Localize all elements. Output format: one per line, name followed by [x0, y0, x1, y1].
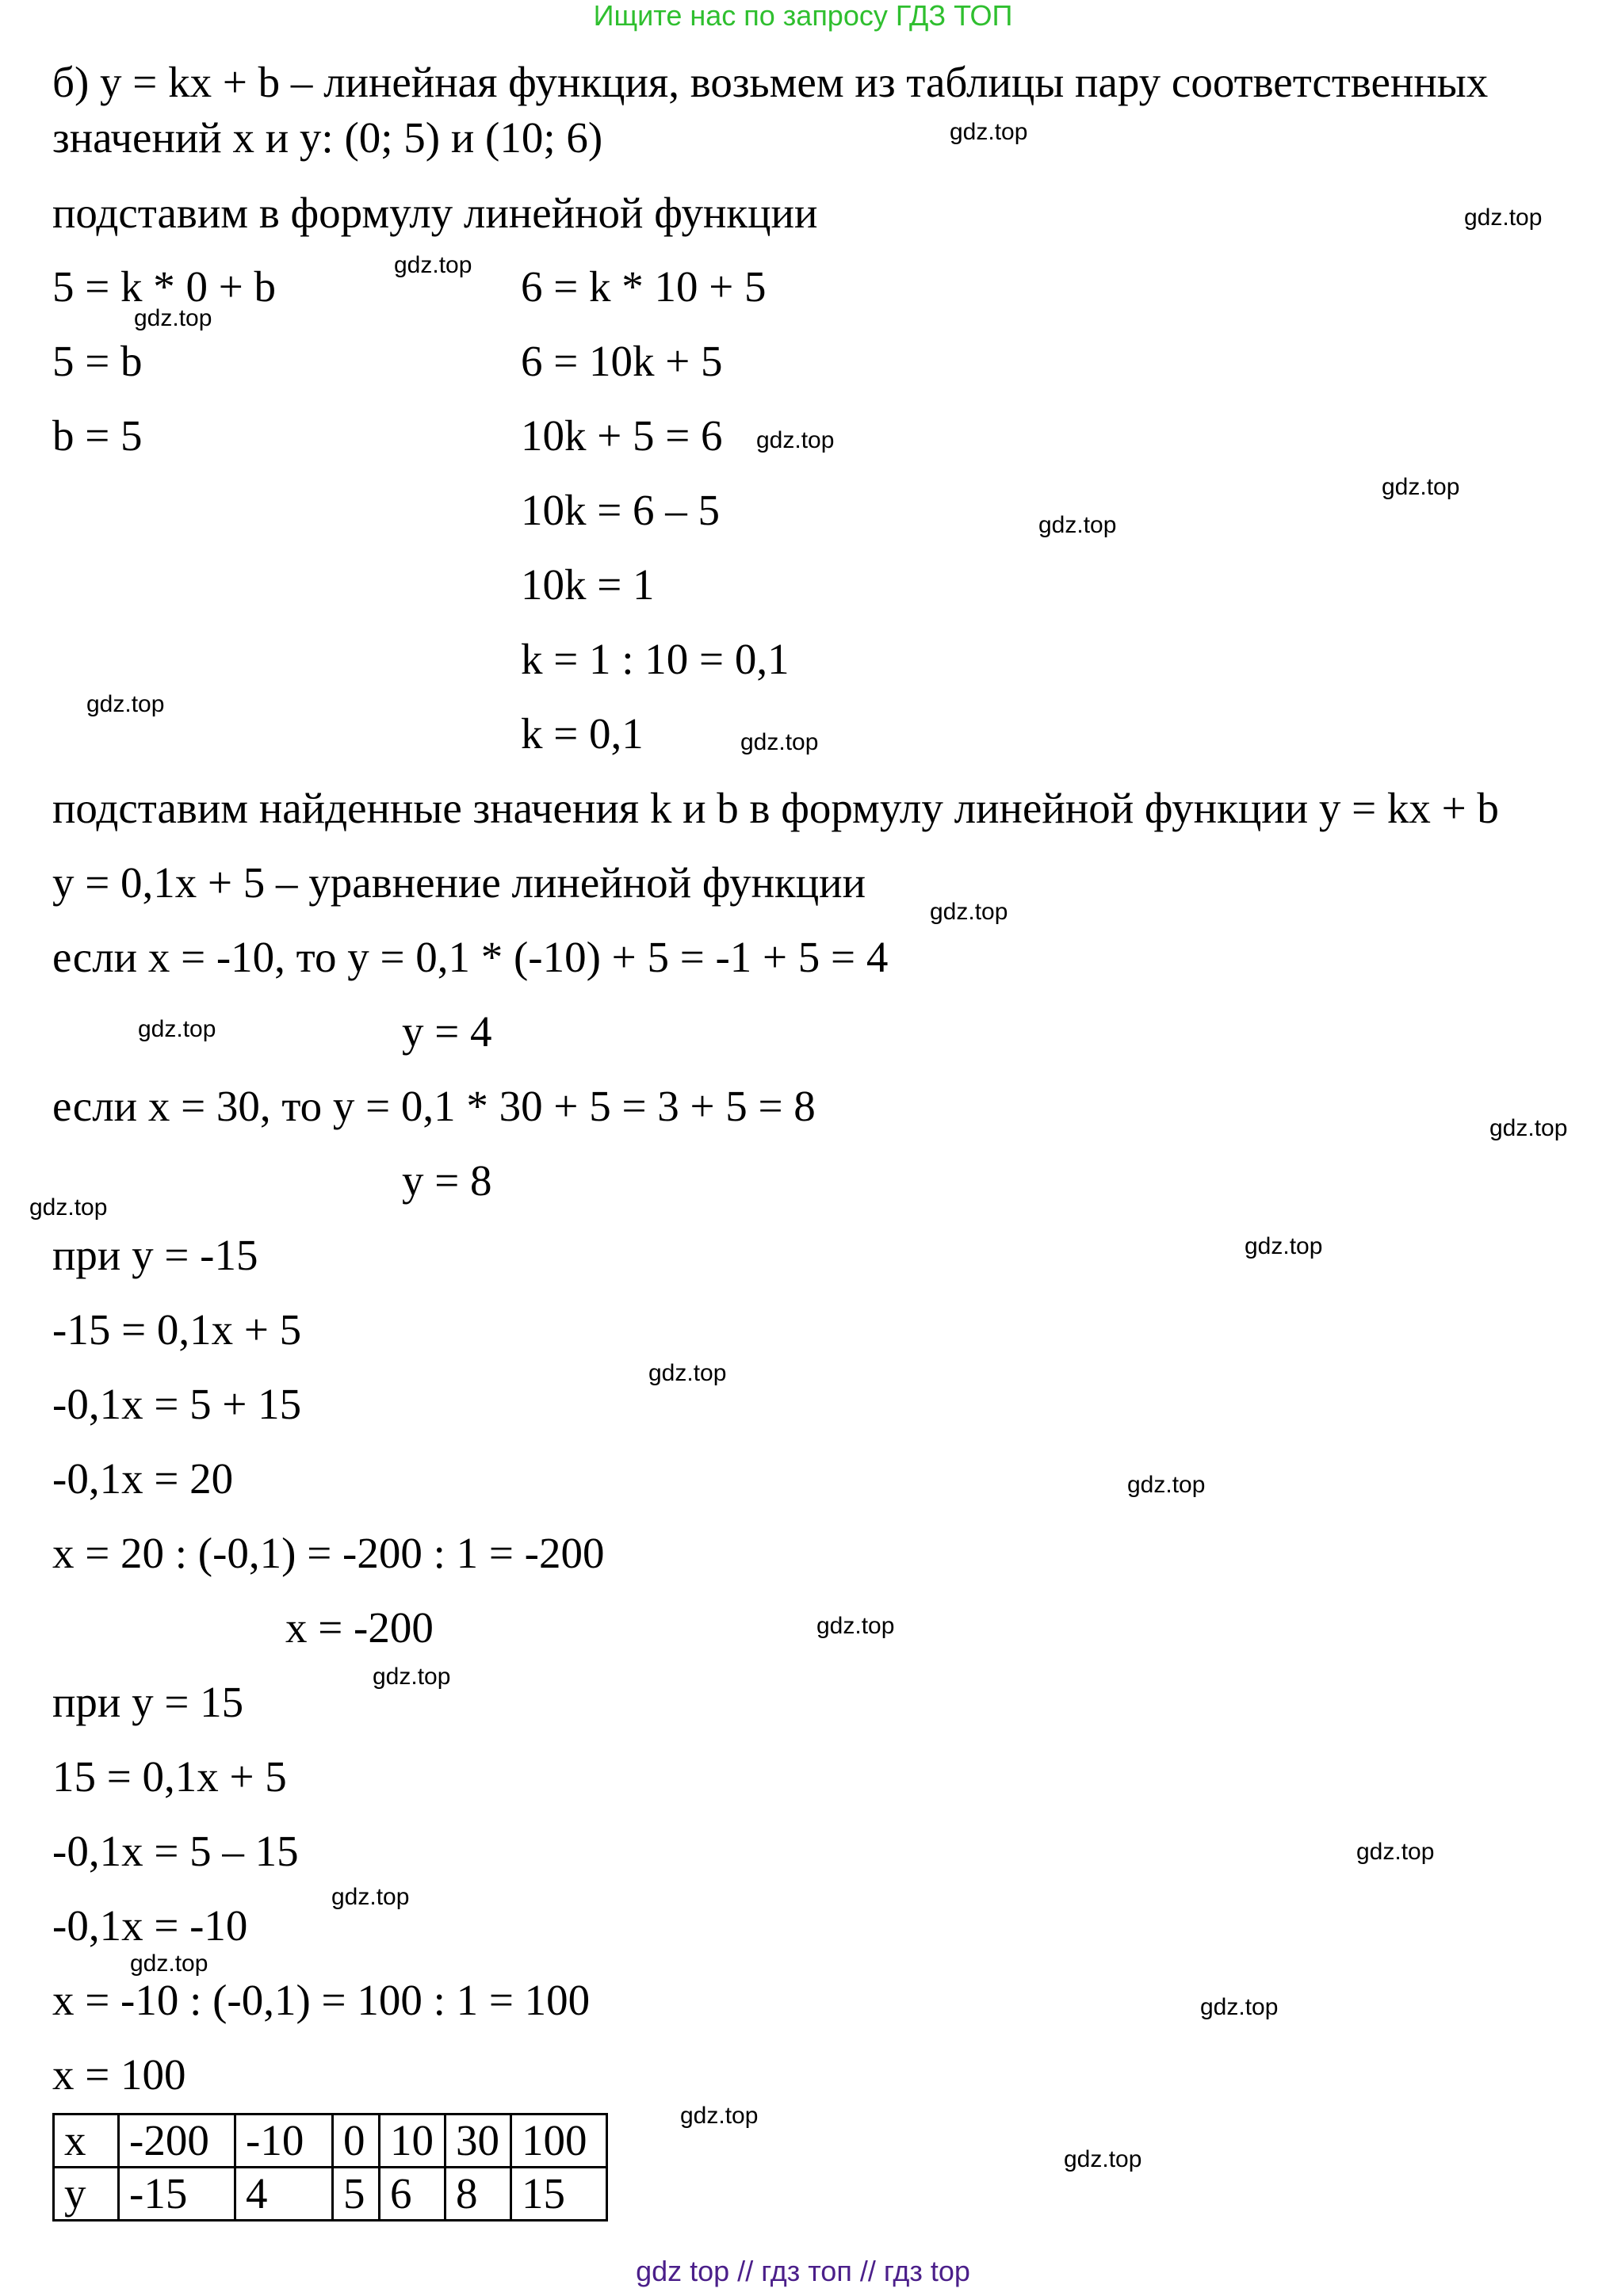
footer-links[interactable]: gdz top // гдз топ // гдз top	[636, 2255, 970, 2287]
table-cell: 4	[235, 2168, 333, 2221]
found-values-line: подставим найденные значения k и b в формулу линейной функции y = kx + b	[52, 784, 1499, 832]
watermark: gdz.top	[930, 899, 1008, 925]
table-row-y	[54, 2168, 607, 2221]
table-cell: 10	[380, 2115, 445, 2168]
watermark: gdz.top	[1127, 1472, 1206, 1498]
watermark: gdz.top	[756, 427, 835, 453]
step-a1: -15 = 0,1x + 5	[52, 1305, 302, 1354]
watermark: gdz.top	[680, 2103, 759, 2129]
left-equation-3: b = 5	[52, 411, 143, 460]
watermark: gdz.top	[1489, 1115, 1568, 1141]
intro-line-1: б) y = kx + b – линейная функция, возьмем из таблицы пару соответственных	[52, 58, 1489, 106]
table-cell: 8	[445, 2168, 511, 2221]
watermark: gdz.top	[130, 1950, 208, 1977]
watermark: gdz.top	[740, 729, 819, 755]
result-x-minus-200: x = -200	[285, 1603, 434, 1652]
step-b2: -0,1x = 5 – 15	[52, 1827, 299, 1875]
when-y-15: при y = 15	[52, 1678, 244, 1726]
table-cell: 100	[511, 2115, 607, 2168]
watermark: gdz.top	[1038, 512, 1117, 538]
watermark: gdz.top	[29, 1194, 108, 1221]
intro-line-2: значений x и y: (0; 5) и (10; 6)	[52, 113, 603, 162]
step-b1: 15 = 0,1x + 5	[52, 1752, 287, 1801]
right-equation-4: 10k = 6 – 5	[521, 486, 721, 534]
watermark: gdz.top	[1064, 2146, 1142, 2172]
watermark: gdz.top	[331, 1884, 410, 1910]
table-row-x	[54, 2115, 607, 2168]
right-equation-7: k = 0,1	[521, 709, 644, 758]
watermark: gdz.top	[1382, 474, 1460, 500]
watermark: gdz.top	[1245, 1233, 1323, 1259]
watermark: gdz.top	[134, 305, 212, 331]
table-cell: 15	[511, 2168, 607, 2221]
watermark: gdz.top	[394, 252, 472, 278]
right-equation-3: 10k + 5 = 6	[521, 411, 723, 460]
result-y-8: y = 8	[402, 1156, 492, 1205]
right-equation-2: 6 = 10k + 5	[521, 337, 723, 385]
watermark: gdz.top	[816, 1613, 895, 1639]
step-b3: -0,1x = -10	[52, 1901, 248, 1950]
left-equation-2: 5 = b	[52, 337, 143, 385]
watermark: gdz.top	[648, 1360, 727, 1386]
table-cell: -200	[119, 2115, 235, 2168]
table-cell: y	[54, 2168, 119, 2221]
table-cell: 0	[333, 2115, 380, 2168]
result-y-4: y = 4	[402, 1007, 492, 1056]
table-cell: -15	[119, 2168, 235, 2221]
right-equation-5: 10k = 1	[521, 560, 655, 609]
table-cell: 6	[380, 2168, 445, 2221]
step-b4: x = -10 : (-0,1) = 100 : 1 = 100	[52, 1976, 591, 2024]
left-equation-1: 5 = k * 0 + b	[52, 262, 277, 311]
table-cell: 5	[333, 2168, 380, 2221]
table-cell: -10	[235, 2115, 333, 2168]
top-banner[interactable]: Ищите нас по запросу ГДЗ ТОП	[593, 0, 1013, 32]
function-equation: y = 0,1x + 5 – уравнение линейной функции	[52, 858, 866, 907]
result-x-100: x = 100	[52, 2050, 186, 2099]
step-a3: -0,1x = 20	[52, 1454, 234, 1503]
when-y-minus-15: при y = -15	[52, 1231, 258, 1279]
right-equation-1: 6 = k * 10 + 5	[521, 262, 767, 311]
values-table	[52, 2113, 608, 2222]
watermark: gdz.top	[1356, 1839, 1435, 1865]
right-equation-6: k = 1 : 10 = 0,1	[521, 635, 790, 683]
watermark: gdz.top	[138, 1016, 216, 1042]
watermark: gdz.top	[950, 119, 1028, 145]
watermark: gdz.top	[373, 1664, 451, 1690]
if-x-30: если x = 30, то y = 0,1 * 30 + 5 = 3 + 5 = 8	[52, 1082, 816, 1130]
step-a2: -0,1x = 5 + 15	[52, 1380, 302, 1428]
table-cell: x	[54, 2115, 119, 2168]
table-cell: 30	[445, 2115, 511, 2168]
substitute-heading: подставим в формулу линейной функции	[52, 189, 818, 237]
if-x-minus-10: если x = -10, то y = 0,1 * (-10) + 5 = -1 + 5 = 4	[52, 933, 889, 981]
watermark: gdz.top	[86, 691, 165, 717]
step-a4: x = 20 : (-0,1) = -200 : 1 = -200	[52, 1529, 605, 1577]
watermark: gdz.top	[1464, 204, 1543, 231]
watermark: gdz.top	[1200, 1994, 1279, 2020]
